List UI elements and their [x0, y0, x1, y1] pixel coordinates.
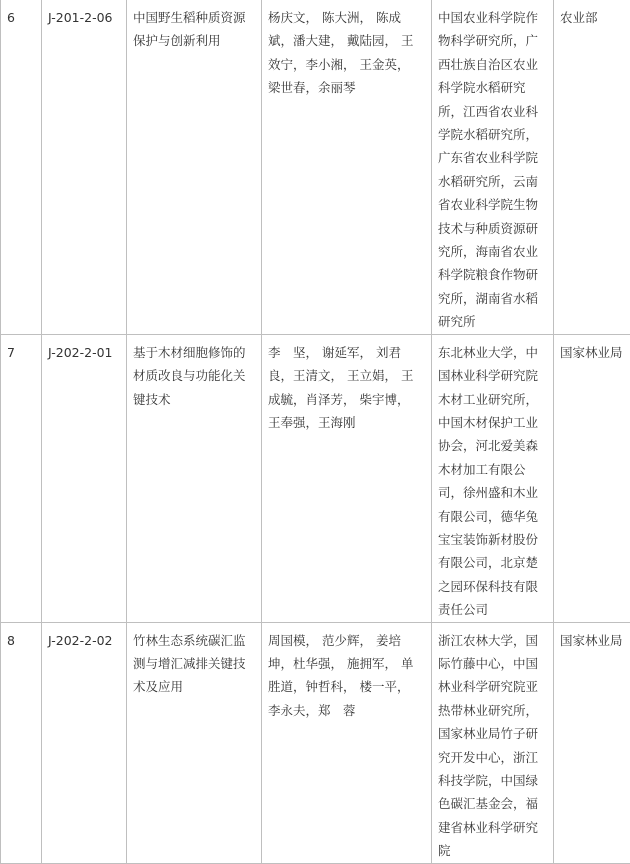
project-code-cell: J-201-2-06	[42, 0, 127, 334]
table-row	[1, 334, 630, 622]
dept-cell: 国家林业局	[554, 334, 630, 622]
dept-cell: 农业部	[554, 0, 630, 334]
table-row	[1, 0, 630, 334]
persons-cell: 李 坚， 谢延军， 刘君良，王清文， 王立娟， 王成毓，肖泽芳， 柴宇博， 王奉强，王海刚	[262, 334, 432, 622]
seq-cell: 6	[1, 0, 42, 334]
table-row	[1, 622, 630, 863]
units-cell: 中国农业科学院作物科学研究所，广西壮族自治区农业科学院水稻研究所，江西省农业科学院水稻研究所，广东省农业科学院水稻研究所，云南省农业科学院生物技术与种质资源研究所，海南省农业科学院粮食作物研究所，湖南省水稻研究所	[432, 0, 554, 334]
seq-cell: 7	[1, 334, 42, 622]
units-cell: 浙江农林大学，国际竹藤中心，中国林业科学研究院亚热带林业研究所，国家林业局竹子研究开发中心，浙江科技学院，中国绿色碳汇基金会，福建省林业科学研究院	[432, 622, 554, 863]
project-code-cell: J-202-2-01	[42, 334, 127, 622]
persons-cell: 杨庆文， 陈大洲， 陈成斌，潘大建， 戴陆园， 王效宁，李小湘， 王金英， 梁世春，余丽琴	[262, 0, 432, 334]
units-cell: 东北林业大学，中国林业科学研究院木材工业研究所，中国木材保护工业协会，河北爱美森木材加工有限公司，徐州盛和木业有限公司，德华兔宝宝装饰新材股份有限公司，北京楚之园环保科技有限责任公司	[432, 334, 554, 622]
project-name-cell: 基于木材细胞修饰的材质改良与功能化关键技术	[127, 334, 262, 622]
dept-cell: 国家林业局	[554, 622, 630, 863]
seq-cell: 8	[1, 622, 42, 863]
project-name-cell: 中国野生稻种质资源保护与创新利用	[127, 0, 262, 334]
project-code-cell: J-202-2-02	[42, 622, 127, 863]
persons-cell: 周国模， 范少辉， 姜培坤，杜华强， 施拥军， 单胜道，钟哲科， 楼一平， 李永夫，郑 蓉	[262, 622, 432, 863]
project-name-cell: 竹林生态系统碳汇监测与增汇减排关键技术及应用	[127, 622, 262, 863]
